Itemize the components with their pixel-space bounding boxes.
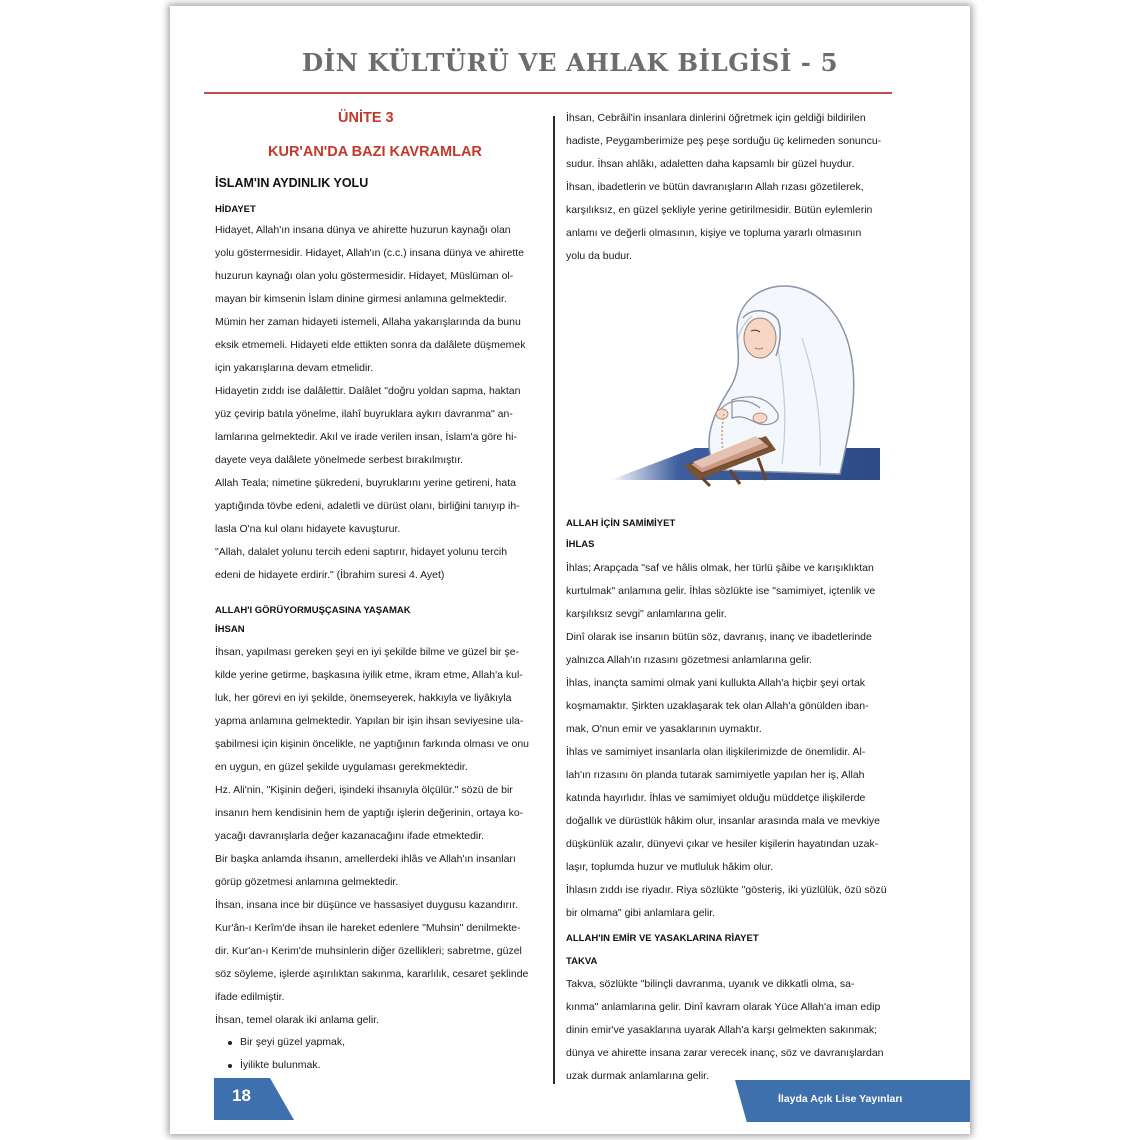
text-line: Bir başka anlamda ihsanın, amellerdeki ihlâs ve Allah'ın insanları — [215, 853, 516, 865]
header-rule — [204, 92, 892, 94]
text-line: İhlas ve samimiyet insanlarla olan ilişkilerimizde de önemlidir. Al- — [566, 746, 866, 758]
subheading-ihsan: İHSAN — [215, 624, 245, 635]
text-line: huzurun kaynağı olan yolu göstermesidir. Hidayet, Müslüman ol- — [215, 270, 514, 282]
bullet-item: Bir şeyi güzel yapmak, — [240, 1036, 346, 1048]
text-line: dir. Kur'an-ı Kerim'de muhsinlerin diğer özellikleri; sabretme, güzel — [215, 945, 522, 957]
quote-line: "Allah, dalalet yolunu tercih edeni saptırır, hidayet yolunu tercih — [215, 546, 508, 558]
text-line: ifade edilmiştir. — [215, 991, 285, 1003]
text-line: lasla O'na kul olanı hidayete kavuşturur. — [215, 523, 401, 535]
text-line: kurtulmak" anlamına gelir. İhlas sözlükte ise "samimiyet, içtenlik ve — [566, 585, 876, 597]
footer-page-tab — [214, 1078, 294, 1120]
text-line: en uygun, en güzel şekilde uygulaması gerekmektedir. — [215, 761, 468, 773]
text-line: Hz. Ali'nin, "Kişinin değeri, işindeki ihsanıyla ölçülür." sözü de bir — [215, 784, 513, 796]
page-number: 18 — [232, 1086, 251, 1105]
subheading-hidayet: HİDAYET — [215, 204, 256, 215]
text-line: mayan bir kimsenin İslam dinine girmesi anlamına gelmektedir. — [215, 293, 507, 305]
text-line: katında hayırlıdır. İhlas ve samimiyet olduğu müddetçe ilişkilerde — [566, 792, 866, 804]
text-line: Allah Teala; nimetine şükredeni, buyruklarını yerine getireni, hata — [215, 477, 516, 489]
text-line: Mümin her zaman hidayeti istemeli, Allaha yakarışlarında da bunu — [215, 316, 521, 328]
text-line: bir olmama" gibi anlamlara gelir. — [566, 907, 716, 919]
text-line: İhsan, ibadetlerin ve bütün davranışların Allah rızası gözetilerek, — [566, 181, 864, 193]
text-line: lamlarına gelmektedir. Akıl ve irade verilen insan, İslam'a göre hi- — [215, 431, 517, 443]
bullet-dot — [228, 1064, 232, 1068]
text-line: Kur'ân-ı Kerîm'de ihsan ile hareket edenlere "Muhsin" denilmekte- — [215, 922, 521, 934]
section-heading-allah: ALLAH'I GÖRÜYORMUŞÇASINA YAŞAMAK — [215, 605, 411, 616]
text-line: karşılıksız, en güzel şekliyle yerine getirilmesidir. Bütün eylemlerin — [566, 204, 873, 216]
text-line: eksik etmemeli. Hidayeti elde ettikten sonra da dalâlete düşmemek — [215, 339, 526, 351]
text-line: sudur. İhsan ahlâkı, adaletten daha kapsamlı bir güzel huydur. — [566, 158, 855, 170]
text-line: yolu göstermesidir. Hidayet, Allah'ın (c.c.) insana dünya ve ahirette — [215, 247, 524, 259]
text-line: laşır, toplumda huzur ve mutluluk hâkim olur. — [566, 861, 774, 873]
page-header-title: DİN KÜLTÜRÜ VE AHLAK BİLGİSİ - 5 — [301, 48, 839, 77]
unit-title: KUR'AN'DA BAZI KAVRAMLAR — [268, 144, 482, 160]
text-line: dünya ve ahirette insana zarar verecek inanç, söz ve davranışlardan — [566, 1047, 884, 1059]
text-line: yacağı davranışlarla değer kazanacağını ifade etmektedir. — [215, 830, 485, 842]
text-line: anlamı ve değerli olmasının, kişiye ve topluma yararlı olmasının — [566, 227, 862, 239]
text-line: karşılıksız sevgi" anlamlarına gelir. — [566, 608, 727, 620]
text-line: lah'ın rızasını ön planda tutarak samimiyetle yapılan her iş, Allah — [566, 769, 865, 781]
text-line: Hidayetin zıddı ise dalâlettir. Dalâlet "doğru yoldan sapma, haktan — [215, 385, 521, 397]
text-line: yapma anlamına gelmektedir. Yapılan bir işin ihsan seviyesine ula- — [215, 715, 524, 727]
section-heading-riayet: ALLAH'IN EMİR VE YASAKLARINA RİAYET — [566, 933, 759, 944]
quote-line: edeni de hidayete erdirir." (İbrahim suresi 4. Ayet) — [215, 569, 445, 581]
subheading-takva: TAKVA — [566, 956, 598, 967]
text-line: İhsan, insana ince bir düşünce ve hassasiyet duygusu kazandırır. — [215, 899, 518, 911]
text-line: luk, her görevi en iyi şekilde, önemseyerek, hakkıyla ve liyâkıyla — [215, 692, 512, 704]
text-line: yalnızca Allah'ın rızasını gözetmesi anlamlarına gelir. — [566, 654, 812, 666]
text-line: İhlas, inançta samimi olmak yani kullukta Allah'a hiçbir şeyi ortak — [566, 677, 866, 689]
section-heading-islam: İSLAM'IN AYDINLIK YOLU — [215, 176, 369, 190]
bullet-dot — [228, 1041, 232, 1045]
text-line: düşkünlük azalır, dünyevi çıkar ve hesiler kişilerin hayatından uzak- — [566, 838, 879, 850]
text-line: İhsan, yapılması gereken şeyi en iyi şekilde bilme ve güzel bir şe- — [215, 646, 520, 658]
text-line: yüz çevirip batıla yönelme, ilahî buyruklara aykırı davranma" an- — [215, 408, 513, 420]
text-line: İhlas; Arapçada "saf ve hâlis olmak, her türlü şâibe ve karışıklıktan — [566, 562, 874, 574]
text-line: yaptığında tövbe edeni, adaletli ve dürüst olanı, birliğini tanıyıp ih- — [215, 500, 520, 512]
text-line: mak, O'nun emir ve yasaklarının uymaktır. — [566, 723, 762, 735]
text-line: dayete veya dalâlete yönelmede serbest bırakılmıştır. — [215, 454, 464, 466]
text-line: uzak durmak anlamlarına gelir. — [566, 1070, 709, 1082]
text-line: yolu da budur. — [566, 250, 632, 262]
document-page — [170, 6, 970, 1134]
text-line: Dinî olarak ise insanın bütün söz, davranış, inanç ve ibadetlerinde — [566, 631, 872, 643]
text-line: doğallık ve dürüstlük hâkim olur, insanlar arasında mala ve mevkiye — [566, 815, 880, 827]
text-line: Hidayet, Allah'ın insana dünya ve ahirette huzurun kaynağı olan — [215, 224, 511, 236]
text-line: İhlasın zıddı ise riyadır. Riya sözlükte "gösteriş, iki yüzlülük, özü sözü — [566, 884, 887, 896]
text-line: görüp gözetmesi anlamına gelmektedir. — [215, 876, 399, 888]
text-line: koşmamaktır. Şirkten uzaklaşarak tek olan Allah'a gönülden iban- — [566, 700, 869, 712]
text-line: insanın hem kendisinin hem de yaptığı işlerin değerinin, ortaya ko- — [215, 807, 524, 819]
bullet-item: İyilikte bulunmak. — [240, 1059, 321, 1071]
text-line: İhsan, temel olarak iki anlama gelir. — [215, 1014, 379, 1026]
text-line: Takva, sözlükte "bilinçli davranma, uyanık ve dikkatli olma, sa- — [566, 978, 855, 990]
unit-label: ÜNİTE 3 — [338, 110, 394, 126]
praying-woman-reading-quran-illustration — [610, 268, 880, 488]
text-line: hadiste, Peygamberimize peş peşe sorduğu üç kelimeden sonuncu- — [566, 135, 882, 147]
text-line: kınma" anlamlarına gelir. Dinî kavram olarak Yüce Allah'a iman edip — [566, 1001, 881, 1013]
column-divider — [553, 116, 555, 1084]
text-line: söz söyleme, işlerde aşırılıktan sakınma, kararlılık, cesaret şeklinde — [215, 968, 529, 980]
text-line: kilde yerine getirme, başkasına iyilik etme, ikram etme, Allah'a kul- — [215, 669, 523, 681]
text-line: şabilmesi için kişinin öncelikle, ne yaptığının farkında olması ve onu — [215, 738, 529, 750]
text-line: İhsan, Cebrâil'in insanlara dinlerini öğretmek için geldiği bildirilen — [566, 112, 866, 124]
subheading-ihlas: İHLAS — [566, 539, 595, 550]
text-line: dinin emir've yasaklarına uyarak Allah'a karşı gelmekten sakınmak; — [566, 1024, 877, 1036]
text-line: için yakarışlarına devam etmelidir. — [215, 362, 374, 374]
publisher-name: İlayda Açık Lise Yayınları — [778, 1093, 903, 1105]
section-heading-samimiyet: ALLAH İÇİN SAMİMİYET — [566, 518, 676, 529]
